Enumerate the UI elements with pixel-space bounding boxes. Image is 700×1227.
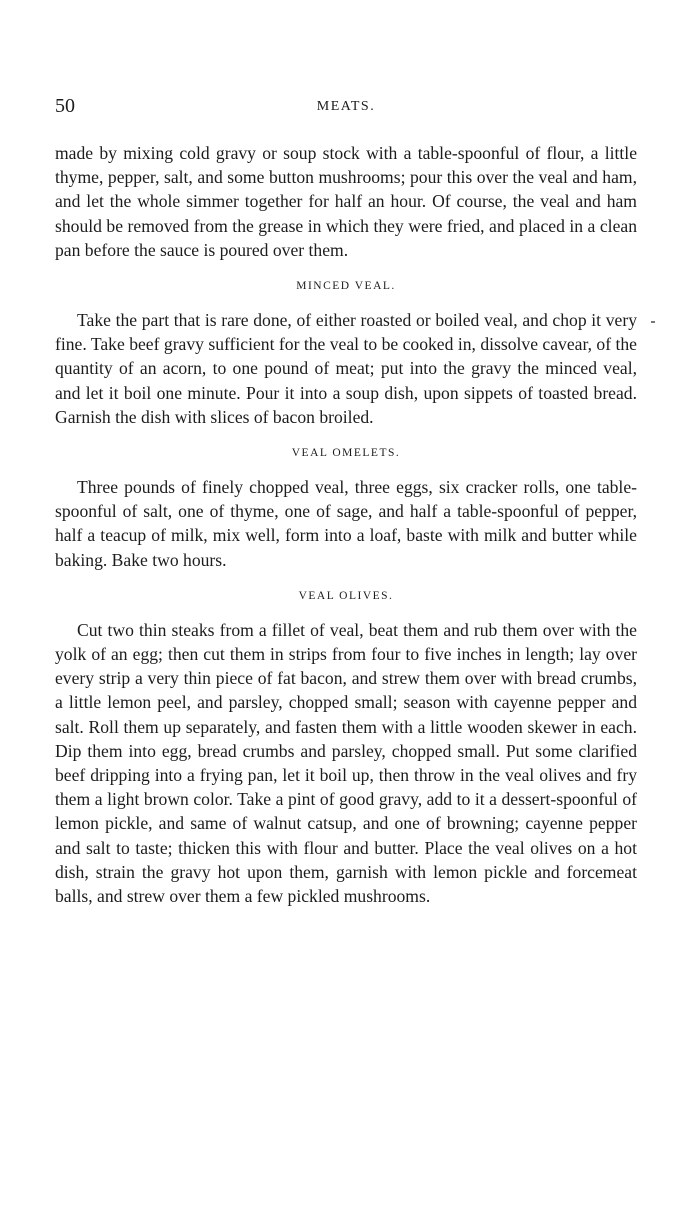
page-header (55, 94, 637, 124)
section-title-minced-veal: MINCED VEAL. (296, 280, 396, 293)
stray-ink-mark (651, 321, 655, 323)
recipe-paragraph-minced-veal: Take the part that is rare done, of either roasted or boiled veal, and chop it very fine. Take beef gravy sufficient for the veal to be cooked in, dissolve cavear, of the quantity of an acorn, to one pound of meat; put into the gravy the minced veal, and let it boil one minute. Pour it into a soup dish, upon sippets of toasted bread. Garnish the dish with slices of bacon broiled. (55, 310, 637, 427)
recipe-paragraph-veal-omelets: Three pounds of finely chopped veal, three eggs, six cracker rolls, one table-spoonful of salt, one of thyme, one of sage, and half a table-spoonful of pepper, half a teacup of milk, mix well, form into a loaf, baste with milk and butter while baking. Bake two hours. (55, 477, 637, 570)
page-content (55, 141, 637, 908)
running-head: MEATS. (316, 99, 376, 114)
spacer (55, 606, 637, 618)
spacer (55, 572, 637, 586)
spacer (55, 262, 637, 276)
continuation-paragraph: made by mixing cold gravy or soup stock with a table-spoonful of flour, a little thyme, pepper, salt, and some button mushrooms; pour this over the veal and ham, and let the whole simmer together for half an hour. Of course, the veal and ham should be removed from the grease in which they were fried, and placed in a clean pan before the sauce is poured over them. (55, 143, 637, 260)
section-title-veal-olives: VEAL OLIVES. (298, 589, 394, 602)
spacer (55, 429, 637, 443)
page-number: 50 (55, 95, 75, 117)
spacer (55, 463, 637, 475)
spacer (55, 296, 637, 308)
section-title-veal-omelets: VEAL OMELETS. (291, 447, 401, 460)
recipe-paragraph-veal-olives: Cut two thin steaks from a fillet of veal, beat them and rub them over with the yolk of an egg; then cut them in strips from four to five inches in length; lay over every strip a very thin piece of fat bacon, and strew them over with bread crumbs, a little lemon peel, and parsley, chopped small; season with cayenne pepper and salt. Roll them up separately, and fasten them with a little wooden skewer in each. Dip them into egg, bread crumbs and parsley, chopped small. Put some clarified beef dripping into a frying pan, let it boil up, then throw in the veal olives and fry them a light brown color. Take a pint of good gravy, add to it a dessert-spoonful of lemon pickle, and same of walnut catsup, and one of browning; cayenne pepper and salt to taste; thicken this with flour and butter. Place the veal olives on a hot dish, strain the gravy hot upon them, garnish with lemon pickle and forcemeat balls, and strew over them a few pickled mushrooms. (55, 619, 637, 907)
